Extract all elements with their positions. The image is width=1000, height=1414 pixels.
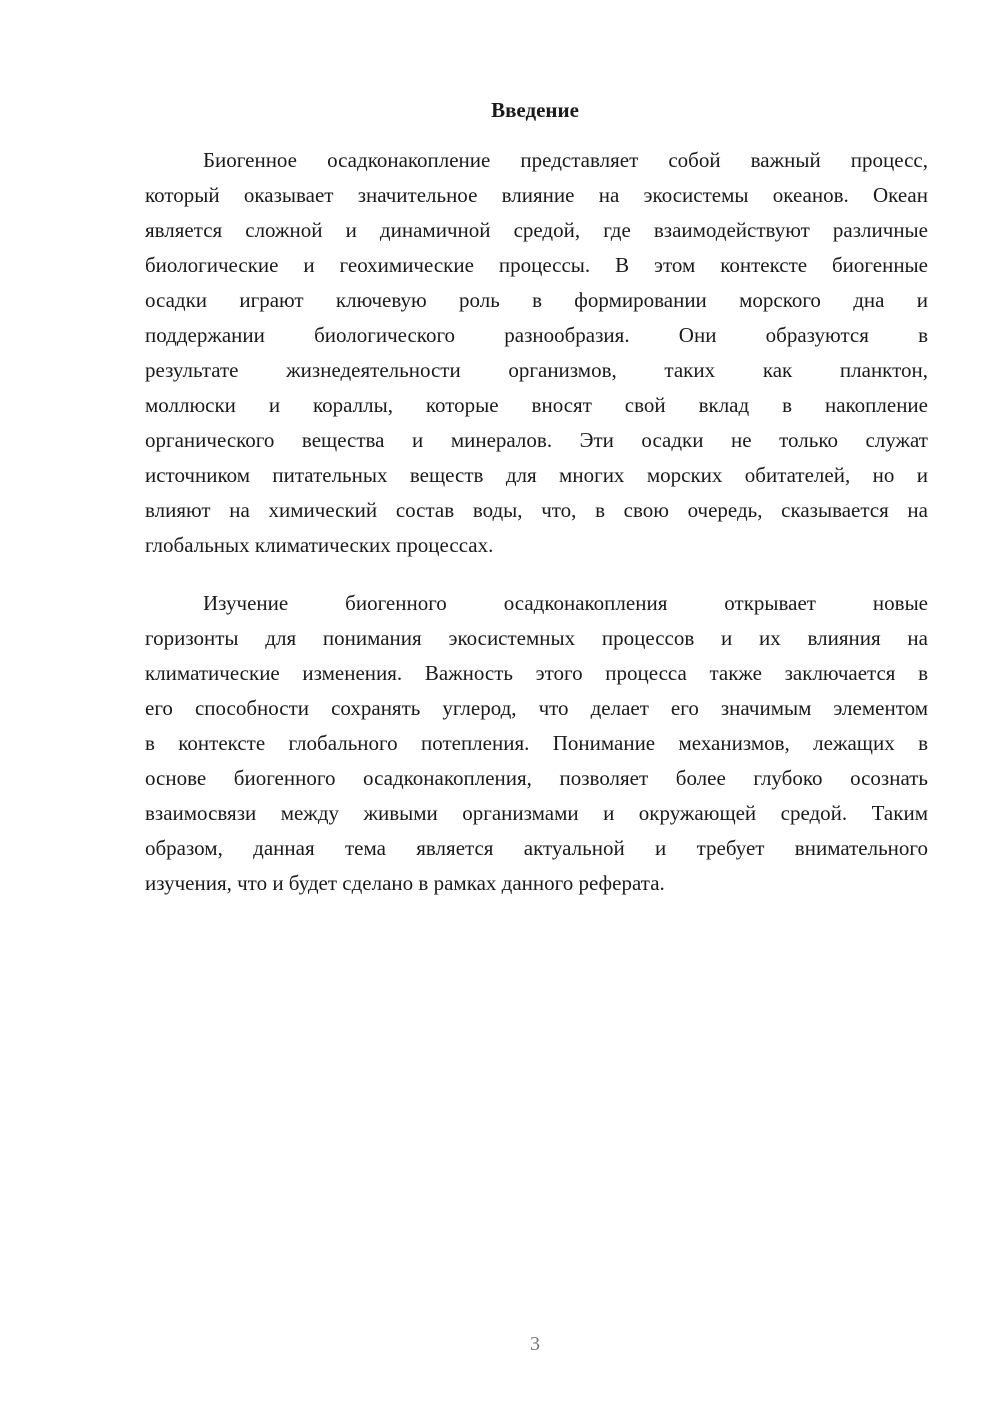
text-line: Изучение биогенного осадконакопления открывает новые — [203, 591, 928, 615]
text-line: основе биогенного осадконакопления, позволяет более глубоко осознать — [145, 766, 928, 790]
text-line: является сложной и динамичной средой, где взаимодействуют различные — [145, 218, 928, 242]
text-line: горизонты для понимания экосистемных процессов и их влияния на — [145, 626, 928, 650]
text-line: влияют на химический состав воды, что, в свою очередь, сказывается на — [145, 498, 928, 522]
text-line: изучения, что и будет сделано в рамках данного реферата. — [145, 871, 665, 895]
text-line: биологические и геохимические процессы. В этом контексте биогенные — [145, 253, 928, 277]
text-line: результате жизнедеятельности организмов, таких как планктон, — [145, 358, 928, 382]
text-line: моллюски и кораллы, которые вносят свой вклад в накопление — [145, 393, 928, 417]
text-line: осадки играют ключевую роль в формировании морского дна и — [145, 288, 928, 312]
text-line: источником питательных веществ для многих морских обитателей, но и — [145, 463, 928, 487]
text-line: климатические изменения. Важность этого процесса также заключается в — [145, 661, 928, 685]
page-number: 3 — [530, 1333, 540, 1355]
paragraph-1 — [145, 143, 928, 563]
text-line: глобальных климатических процессах. — [145, 533, 494, 557]
text-line: органического вещества и минералов. Эти осадки не только служат — [145, 428, 928, 452]
text-line: поддержании биологического разнообразия. Они образуются в — [145, 323, 928, 347]
paragraph-2 — [145, 586, 928, 901]
section-heading: Введение — [491, 98, 579, 122]
text-line: образом, данная тема является актуальной и требует внимательного — [145, 836, 928, 860]
text-line: Биогенное осадконакопление представляет собой важный процесс, — [203, 148, 928, 172]
text-line: взаимосвязи между живыми организмами и окружающей средой. Таким — [145, 801, 928, 825]
text-line: в контексте глобального потепления. Понимание механизмов, лежащих в — [145, 731, 928, 755]
text-line: который оказывает значительное влияние на экосистемы океанов. Океан — [145, 183, 928, 207]
text-line: его способности сохранять углерод, что делает его значимым элементом — [145, 696, 928, 720]
